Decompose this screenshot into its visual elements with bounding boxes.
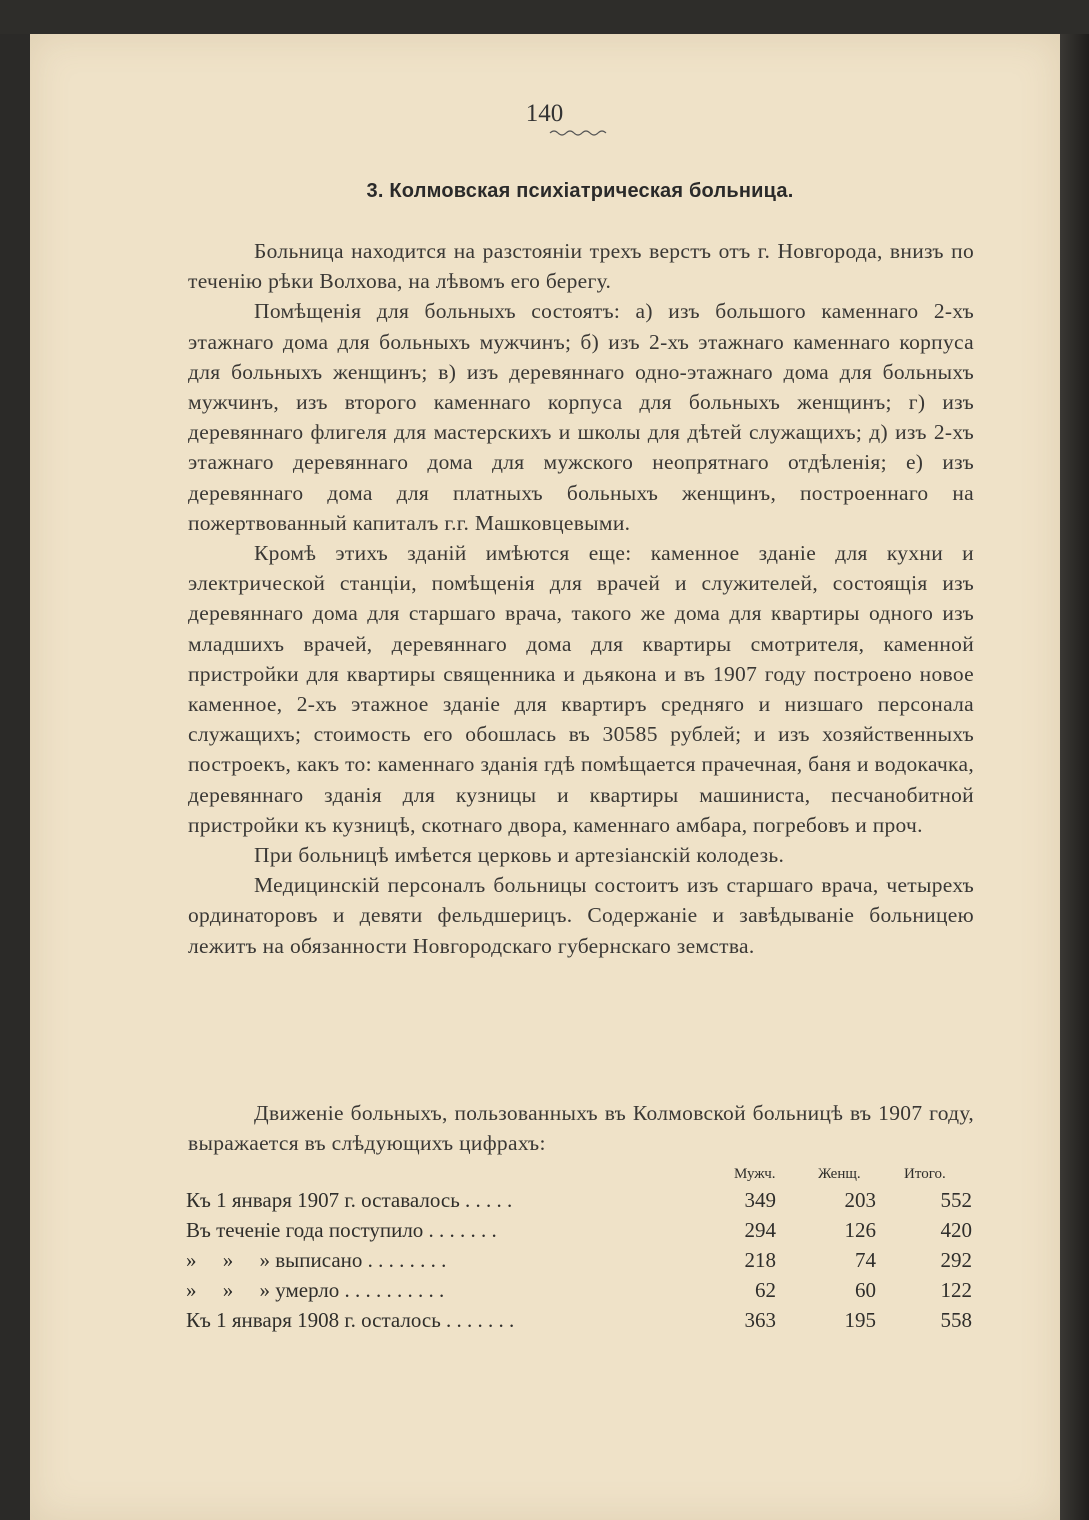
paragraph: Медицинскій персоналъ больницы состоитъ изъ старшаго врача, четырехъ ординаторовъ и девяти фельдшерицъ. Содержаніе и завѣдываніе больницею лежитъ на обязанности Новгородскаго губернскаго земства. bbox=[188, 873, 974, 958]
scan-right-edge bbox=[1060, 34, 1089, 1520]
row-label: Къ 1 января 1908 г. осталось . . . . . . . bbox=[186, 1308, 515, 1332]
body-text bbox=[188, 236, 974, 961]
table-row bbox=[186, 1278, 976, 1308]
cell-total: 292 bbox=[940, 1248, 972, 1272]
paragraph: Больница находится на разстояніи трехъ верстъ отъ г. Новгорода, внизъ по теченію рѣки Волхова, на лѣвомъ его берегу. bbox=[188, 239, 974, 294]
table-intro: Движеніе больныхъ, пользованныхъ въ Колмовской больницѣ въ 1907 году, выражается въ слѣдующихъ цифрахъ: bbox=[188, 1101, 974, 1155]
section-heading: 3. Колмовская психіатрическая больница. bbox=[366, 180, 794, 202]
table-row bbox=[186, 1218, 976, 1248]
row-label: » » » выписано . . . . . . . . bbox=[186, 1248, 447, 1272]
cell-total: 420 bbox=[940, 1218, 972, 1242]
cell-women: 195 bbox=[844, 1308, 876, 1332]
wavy-ornament-icon bbox=[548, 128, 608, 138]
cell-men: 363 bbox=[744, 1308, 776, 1332]
page-number: 140 bbox=[525, 100, 564, 127]
column-header-women: Женщ. bbox=[818, 1166, 861, 1182]
table-header bbox=[186, 1166, 976, 1188]
cell-men: 62 bbox=[755, 1278, 776, 1302]
cell-men: 349 bbox=[744, 1188, 776, 1212]
cell-total: 122 bbox=[940, 1278, 972, 1302]
column-header-men: Мужч. bbox=[734, 1166, 776, 1182]
cell-women: 60 bbox=[855, 1278, 876, 1302]
table-row bbox=[186, 1188, 976, 1218]
row-label: Къ 1 января 1907 г. оставалось . . . . . bbox=[186, 1188, 513, 1212]
cell-women: 126 bbox=[844, 1218, 876, 1242]
paragraph: Помѣщенія для больныхъ состоятъ: а) изъ большого каменнаго 2-хъ этажнаго дома для больныхъ мужчинъ; б) изъ 2-хъ этажнаго каменнаго корпуса для больныхъ женщинъ; в) изъ деревяннаго одно-этажнаго дома для больныхъ мужчинъ, изъ второго каменнаго корпуса для больныхъ женщинъ; г) изъ деревяннаго флигеля для мастерскихъ и школы для дѣтей служащихъ; д) изъ 2-хъ этажнаго деревяннаго дома для мужского неопрятнаго отдѣленія; е) изъ деревяннаго дома для платныхъ больныхъ женщинъ, построеннаго на пожертвованный капиталъ г.г. Машковцевыми. bbox=[188, 299, 974, 535]
paragraph: Кромѣ этихъ зданій имѣются еще: каменное зданіе для кухни и электрической станціи, помѣщенія для врачей и служителей, состоящія изъ деревяннаго дома для старшаго врача, такого же дома для квартиры одного изъ младшихъ врачей, деревяннаго дома для квартиры смотрителя, каменной пристройки для квартиры священника и дьякона и въ 1907 году построено новое каменное, 2-хъ этажное зданіе для квартиръ средняго и низшаго персонала служащихъ; стоимость его обошлась въ 30585 рублей; и изъ хозяйственныхъ построекъ, какъ то: каменнаго зданія гдѣ помѣщается прачечная, баня и водокачка, деревяннаго зданія для кузницы и квартиры машиниста, песчанобитной пристройки къ кузницѣ, скотнаго двора, каменнаго амбара, погребовъ и проч. bbox=[188, 541, 974, 837]
cell-total: 552 bbox=[940, 1188, 972, 1212]
paragraph: При больницѣ имѣется церковь и артезіанскій колодезь. bbox=[254, 843, 785, 868]
table-row bbox=[186, 1308, 976, 1338]
cell-men: 218 bbox=[744, 1248, 776, 1272]
column-header-total: Итого. bbox=[904, 1166, 946, 1182]
cell-women: 203 bbox=[844, 1188, 876, 1212]
cell-men: 294 bbox=[744, 1218, 776, 1242]
row-label: » » » умерло . . . . . . . . . . bbox=[186, 1278, 445, 1302]
row-label: Въ теченіе года поступило . . . . . . . bbox=[186, 1218, 497, 1242]
scan-top-edge bbox=[0, 0, 1089, 34]
cell-women: 74 bbox=[855, 1248, 876, 1272]
cell-total: 558 bbox=[940, 1308, 972, 1332]
patient-movement-table bbox=[186, 1166, 976, 1338]
table-row bbox=[186, 1248, 976, 1278]
